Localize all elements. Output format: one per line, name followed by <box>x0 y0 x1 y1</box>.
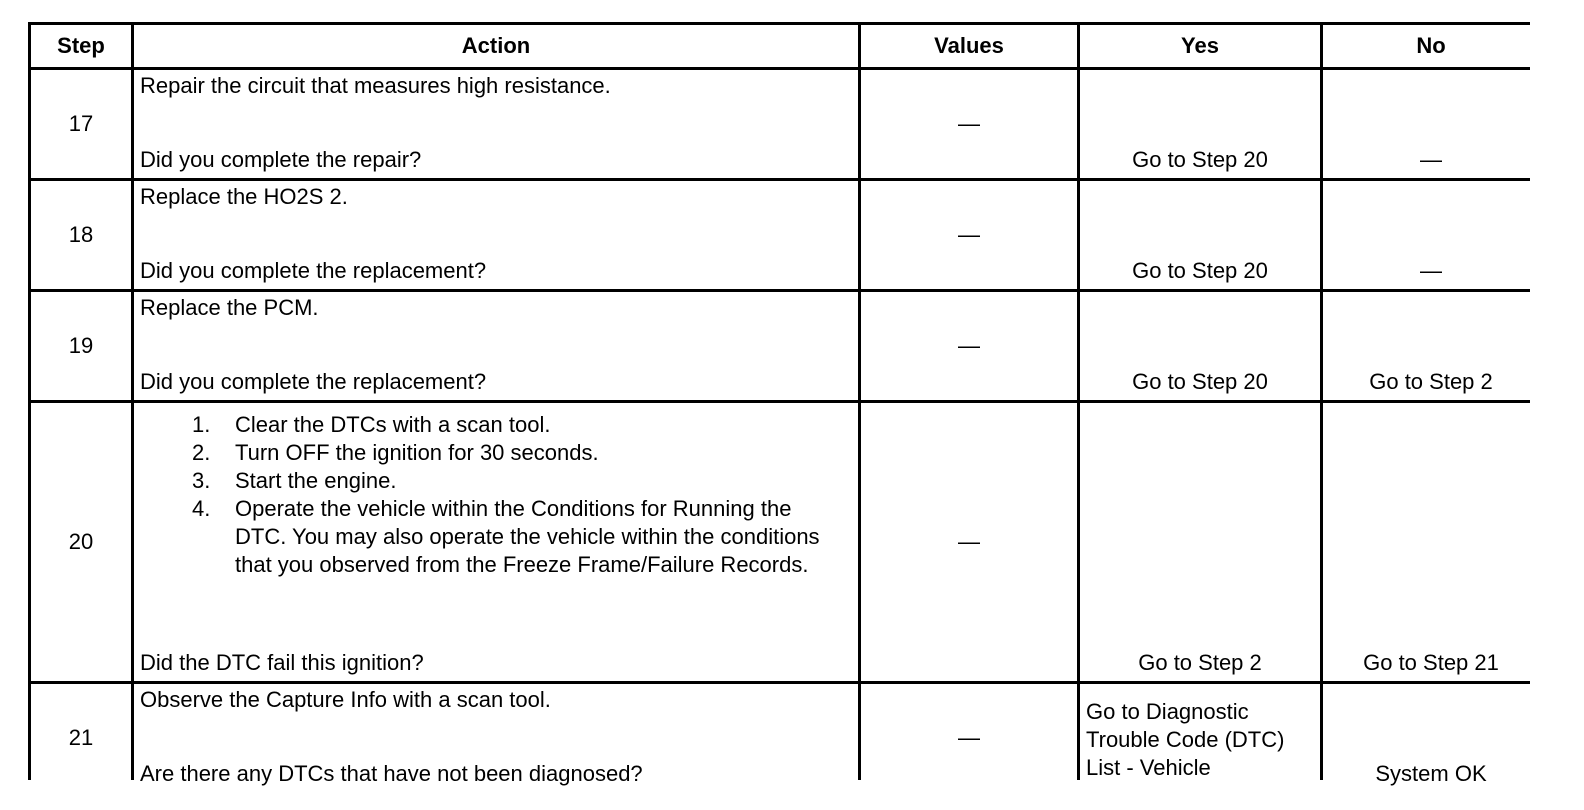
step-number: 21 <box>31 684 131 792</box>
yes-cell <box>1080 684 1320 792</box>
action-question: Did you complete the repair? <box>140 147 422 172</box>
action-question: Did you complete the replacement? <box>140 369 487 394</box>
action-cell <box>134 403 858 681</box>
yes-line: Trouble Code (DTC) <box>1086 727 1285 752</box>
yes-result: Go to Step 20 <box>1132 258 1268 283</box>
action-question: Did you complete the replacement? <box>140 258 487 283</box>
yes-cell <box>1080 181 1320 289</box>
list-text: Turn OFF the ignition for 30 seconds. <box>235 440 599 465</box>
no-result: — <box>1420 147 1442 172</box>
header-action: Action <box>134 25 858 67</box>
header-yes: Yes <box>1080 25 1320 67</box>
yes-cell <box>1080 403 1320 681</box>
yes-result <box>1086 698 1316 782</box>
yes-result: Go to Step 20 <box>1132 147 1268 172</box>
list-number: 2. <box>192 440 211 465</box>
action-cell <box>134 684 858 792</box>
list-item <box>192 411 848 439</box>
values-cell: — <box>861 70 1077 178</box>
no-cell <box>1323 684 1539 792</box>
action-instruction: Replace the PCM. <box>140 295 319 320</box>
list-item <box>192 467 848 495</box>
list-number: 1. <box>192 412 211 437</box>
step-number: 19 <box>31 292 131 400</box>
no-cell <box>1323 70 1539 178</box>
yes-cell <box>1080 292 1320 400</box>
yes-result: Go to Step 2 <box>1138 650 1262 675</box>
values-cell: — <box>861 292 1077 400</box>
step-number: 17 <box>31 70 131 178</box>
list-number: 3. <box>192 468 211 493</box>
no-cell <box>1323 403 1539 681</box>
list-text: Start the engine. <box>235 468 397 493</box>
no-cell <box>1323 181 1539 289</box>
diagnostic-table <box>28 22 1530 786</box>
no-result: Go to Step 2 <box>1369 369 1493 394</box>
action-steps-list <box>192 411 848 579</box>
no-result: System OK <box>1375 761 1487 786</box>
header-no: No <box>1323 25 1539 67</box>
header-step: Step <box>31 25 131 67</box>
yes-line: Go to Diagnostic <box>1086 699 1249 724</box>
values-cell: — <box>861 403 1077 681</box>
list-item <box>192 495 848 579</box>
action-cell <box>134 181 858 289</box>
action-cell <box>134 70 858 178</box>
action-question: Did the DTC fail this ignition? <box>140 650 424 675</box>
action-question: Are there any DTCs that have not been diagnosed? <box>140 761 643 786</box>
yes-cell <box>1080 70 1320 178</box>
list-item <box>192 439 848 467</box>
values-cell: — <box>861 181 1077 289</box>
list-text: Operate the vehicle within the Conditions for Running the DTC. You may also operate the vehicle within the conditions that you observed from the Freeze Frame/Failure Records. <box>235 496 820 577</box>
yes-result: Go to Step 20 <box>1132 369 1268 394</box>
action-instruction: Repair the circuit that measures high resistance. <box>140 73 611 98</box>
no-result: — <box>1420 258 1442 283</box>
no-result: Go to Step 21 <box>1363 650 1499 675</box>
header-values: Values <box>861 25 1077 67</box>
values-cell: — <box>861 684 1077 792</box>
action-instruction: Observe the Capture Info with a scan tool. <box>140 687 551 712</box>
no-cell <box>1323 292 1539 400</box>
step-number: 20 <box>31 403 131 681</box>
action-instruction: Replace the HO2S 2. <box>140 184 348 209</box>
list-text: Clear the DTCs with a scan tool. <box>235 412 551 437</box>
action-cell <box>134 292 858 400</box>
yes-line: List - Vehicle <box>1086 755 1211 780</box>
step-number: 18 <box>31 181 131 289</box>
list-number: 4. <box>192 496 211 521</box>
